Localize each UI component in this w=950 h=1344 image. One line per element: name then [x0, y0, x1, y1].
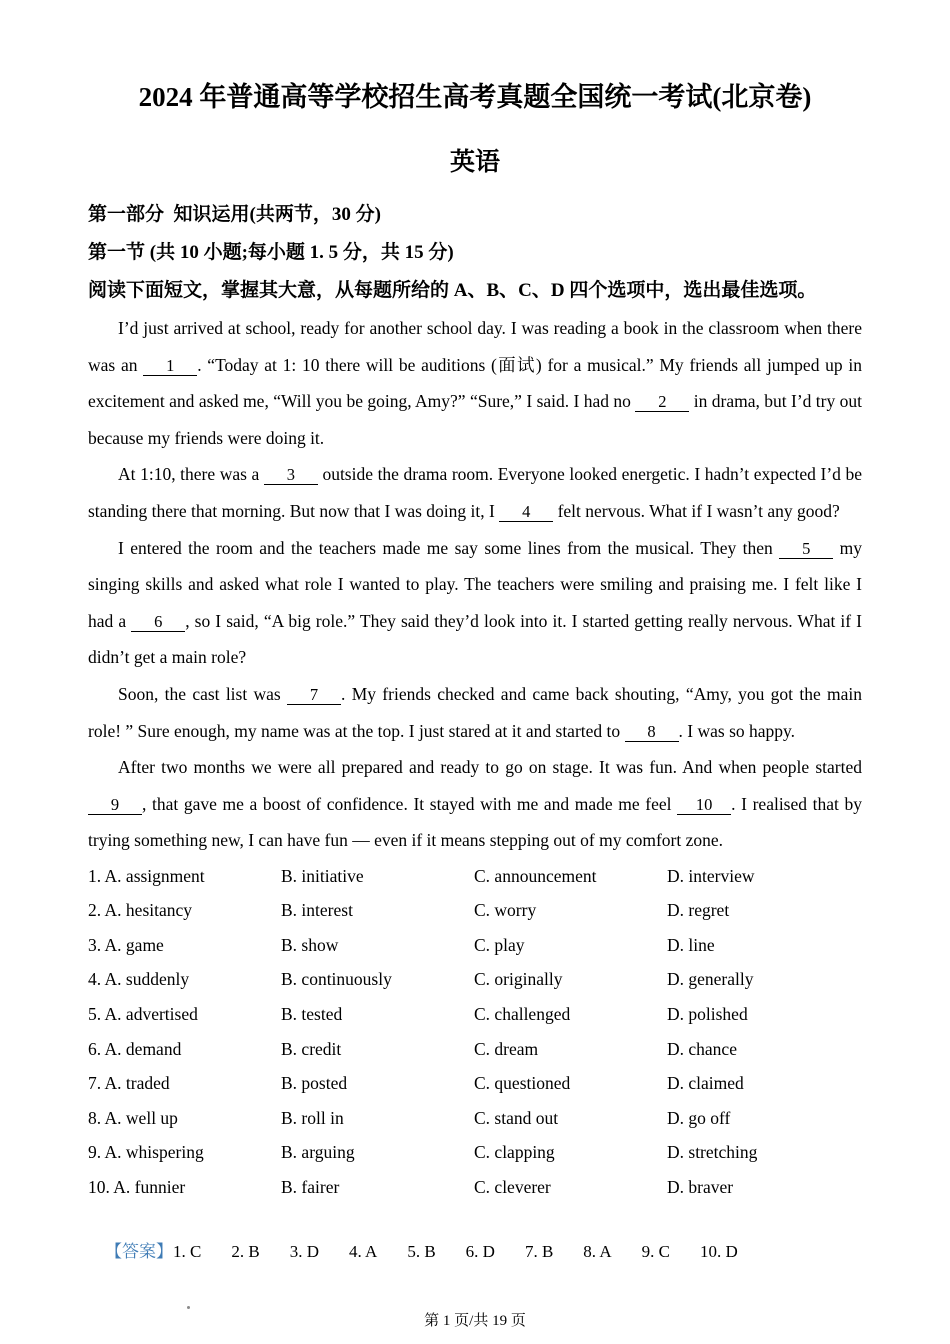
part-heading: 第一部分 知识运用(共两节，30 分)	[88, 204, 381, 225]
passage-paragraph: At 1:10, there was a 3 outside the drama room. Everyone looked energetic. I hadn’t expected I’d be standing there that morning. But now that I was doing it, I 4 felt nervous. What if I wasn’t any good?	[88, 464, 862, 521]
question-9-option-B: B. arguing	[281, 1142, 355, 1163]
question-2-option-A: 2. A. hesitancy	[88, 900, 193, 921]
question-3-option-C: C. play	[474, 934, 525, 955]
question-6-option-B: B. credit	[281, 1038, 342, 1059]
question-row-10	[88, 1170, 862, 1205]
question-4-option-B: B. continuously	[281, 969, 392, 990]
answer-item: 6. D	[465, 1241, 495, 1261]
question-6-option-C: C. dream	[474, 1038, 539, 1059]
question-3-option-D: D. line	[667, 934, 715, 955]
question-4-option-A: 4. A. suddenly	[88, 969, 190, 990]
section-heading: 第一节 (共 10 小题;每小题 1. 5 分，共 15 分)	[88, 242, 454, 263]
instructions-line: 阅读下面短文，掌握其大意，从每题所给的 A、B、C、D 四个选项中，选出最佳选项。	[88, 280, 817, 301]
question-1-option-C: C. announcement	[474, 865, 597, 886]
answer-items	[173, 1242, 768, 1261]
passage-paragraph: I’d just arrived at school, ready for another school day. I was reading a book in the classroom when there was an 1 . “Today at 1: 10 there will be auditions (面试) for a musical.” My friends all jumped up in excitement and asked me, “Will you be going, Amy?” “Sure,” I said. I had no 2 in drama, but I’d try out because my friends were doing it.	[88, 318, 863, 448]
cloze-blank-10: 10	[677, 795, 731, 815]
question-3-option-B: B. show	[281, 934, 339, 955]
cloze-blank-3: 3	[264, 465, 318, 485]
question-1-option-B: B. initiative	[281, 865, 364, 886]
question-row-2	[88, 894, 862, 929]
cloze-blank-4: 4	[499, 502, 553, 522]
answer-item: 7. B	[524, 1241, 554, 1261]
answer-item: 9. C	[641, 1241, 670, 1261]
page-footer: 第 1 页/共 19 页	[424, 1313, 526, 1329]
answer-item: 8. A	[583, 1241, 612, 1261]
question-5-option-B: B. tested	[281, 1004, 343, 1025]
question-2-option-D: D. regret	[667, 900, 730, 921]
question-3-option-A: 3. A. game	[88, 934, 164, 955]
question-7-option-D: D. claimed	[667, 1073, 744, 1094]
cloze-blank-2: 2	[635, 392, 689, 412]
question-10-option-C: C. cleverer	[474, 1177, 551, 1198]
answer-item: 5. B	[407, 1241, 436, 1261]
question-4-option-D: D. generally	[667, 969, 754, 990]
question-row-6	[88, 1032, 862, 1067]
question-row-5	[88, 997, 862, 1032]
page-title: 2024 年普通高等学校招生高考真题全国统一考试(北京卷)	[138, 82, 812, 112]
answer-item: 2. B	[231, 1241, 260, 1261]
question-9-option-C: C. clapping	[474, 1142, 555, 1163]
question-row-9	[88, 1136, 862, 1171]
question-6-option-A: 6. A. demand	[88, 1038, 182, 1059]
question-10-option-B: B. fairer	[281, 1177, 340, 1198]
cloze-blank-7: 7	[287, 685, 341, 705]
question-1-option-A: 1. A. assignment	[88, 865, 205, 886]
question-7-option-A: 7. A. traded	[88, 1073, 170, 1094]
question-6-option-D: D. chance	[667, 1038, 737, 1059]
answer-item: 10. D	[699, 1241, 738, 1261]
question-10-option-D: D. braver	[667, 1177, 734, 1198]
question-1-option-D: D. interview	[667, 865, 755, 886]
question-row-3	[88, 928, 862, 963]
question-8-option-B: B. roll in	[281, 1107, 344, 1128]
question-2-option-C: C. worry	[474, 900, 537, 921]
answer-item: 1. C	[173, 1241, 202, 1261]
question-list	[88, 859, 862, 1205]
question-row-4	[88, 963, 862, 998]
question-row-1	[88, 859, 862, 894]
question-9-option-D: D. stretching	[667, 1142, 758, 1163]
question-5-option-A: 5. A. advertised	[88, 1004, 198, 1025]
answer-item: 4. A	[348, 1241, 378, 1261]
question-4-option-C: C. originally	[474, 969, 563, 990]
question-7-option-C: C. questioned	[474, 1073, 571, 1094]
cloze-blank-6: 6	[131, 612, 185, 632]
page-subtitle: 英语	[449, 149, 500, 176]
cloze-blank-8: 8	[625, 722, 679, 742]
question-row-7	[88, 1066, 862, 1101]
passage-paragraph: I entered the room and the teachers made me say some lines from the musical. They then 5 my singing skills and asked what role I wanted to play. The teachers were smiling and praising me. I felt like I had a 6 , so I said, “A big role.” They said they’d look into it. I started getting really nervous. What if I didn’t get a main role?	[88, 537, 862, 668]
question-row-8	[88, 1101, 862, 1136]
passage-paragraph: Soon, the cast list was 7 . My friends checked and came back shouting, “Amy, you got the main role! ” Sure enough, my name was at the top. I just stared at it and started to 8 . I was so happy.	[88, 683, 863, 741]
question-5-option-D: D. polished	[667, 1004, 748, 1025]
question-8-option-D: D. go off	[667, 1107, 731, 1128]
question-8-option-A: 8. A. well up	[88, 1107, 178, 1128]
cloze-blank-9: 9	[88, 795, 142, 815]
answer-item: 3. D	[289, 1241, 319, 1261]
cloze-passage	[88, 310, 862, 859]
stray-dot	[187, 1306, 190, 1309]
question-9-option-A: 9. A. whispering	[88, 1142, 204, 1163]
question-5-option-C: C. challenged	[474, 1004, 571, 1025]
answer-line	[88, 1205, 862, 1298]
question-7-option-B: B. posted	[281, 1073, 348, 1094]
cloze-blank-5: 5	[779, 539, 833, 559]
question-10-option-A: 10. A. funnier	[88, 1177, 186, 1198]
question-2-option-B: B. interest	[281, 900, 353, 921]
answer-label: 【答案】	[105, 1241, 173, 1261]
question-8-option-C: C. stand out	[474, 1107, 559, 1128]
cloze-blank-1: 1	[143, 356, 197, 376]
passage-paragraph: After two months we were all prepared and ready to go on stage. It was fun. And when people started 9 , that gave me a boost of confidence. It stayed with me and made me feel 10 . I realised that by trying something new, I can have fun — even if it means stepping out of my comfort zone.	[88, 757, 863, 851]
